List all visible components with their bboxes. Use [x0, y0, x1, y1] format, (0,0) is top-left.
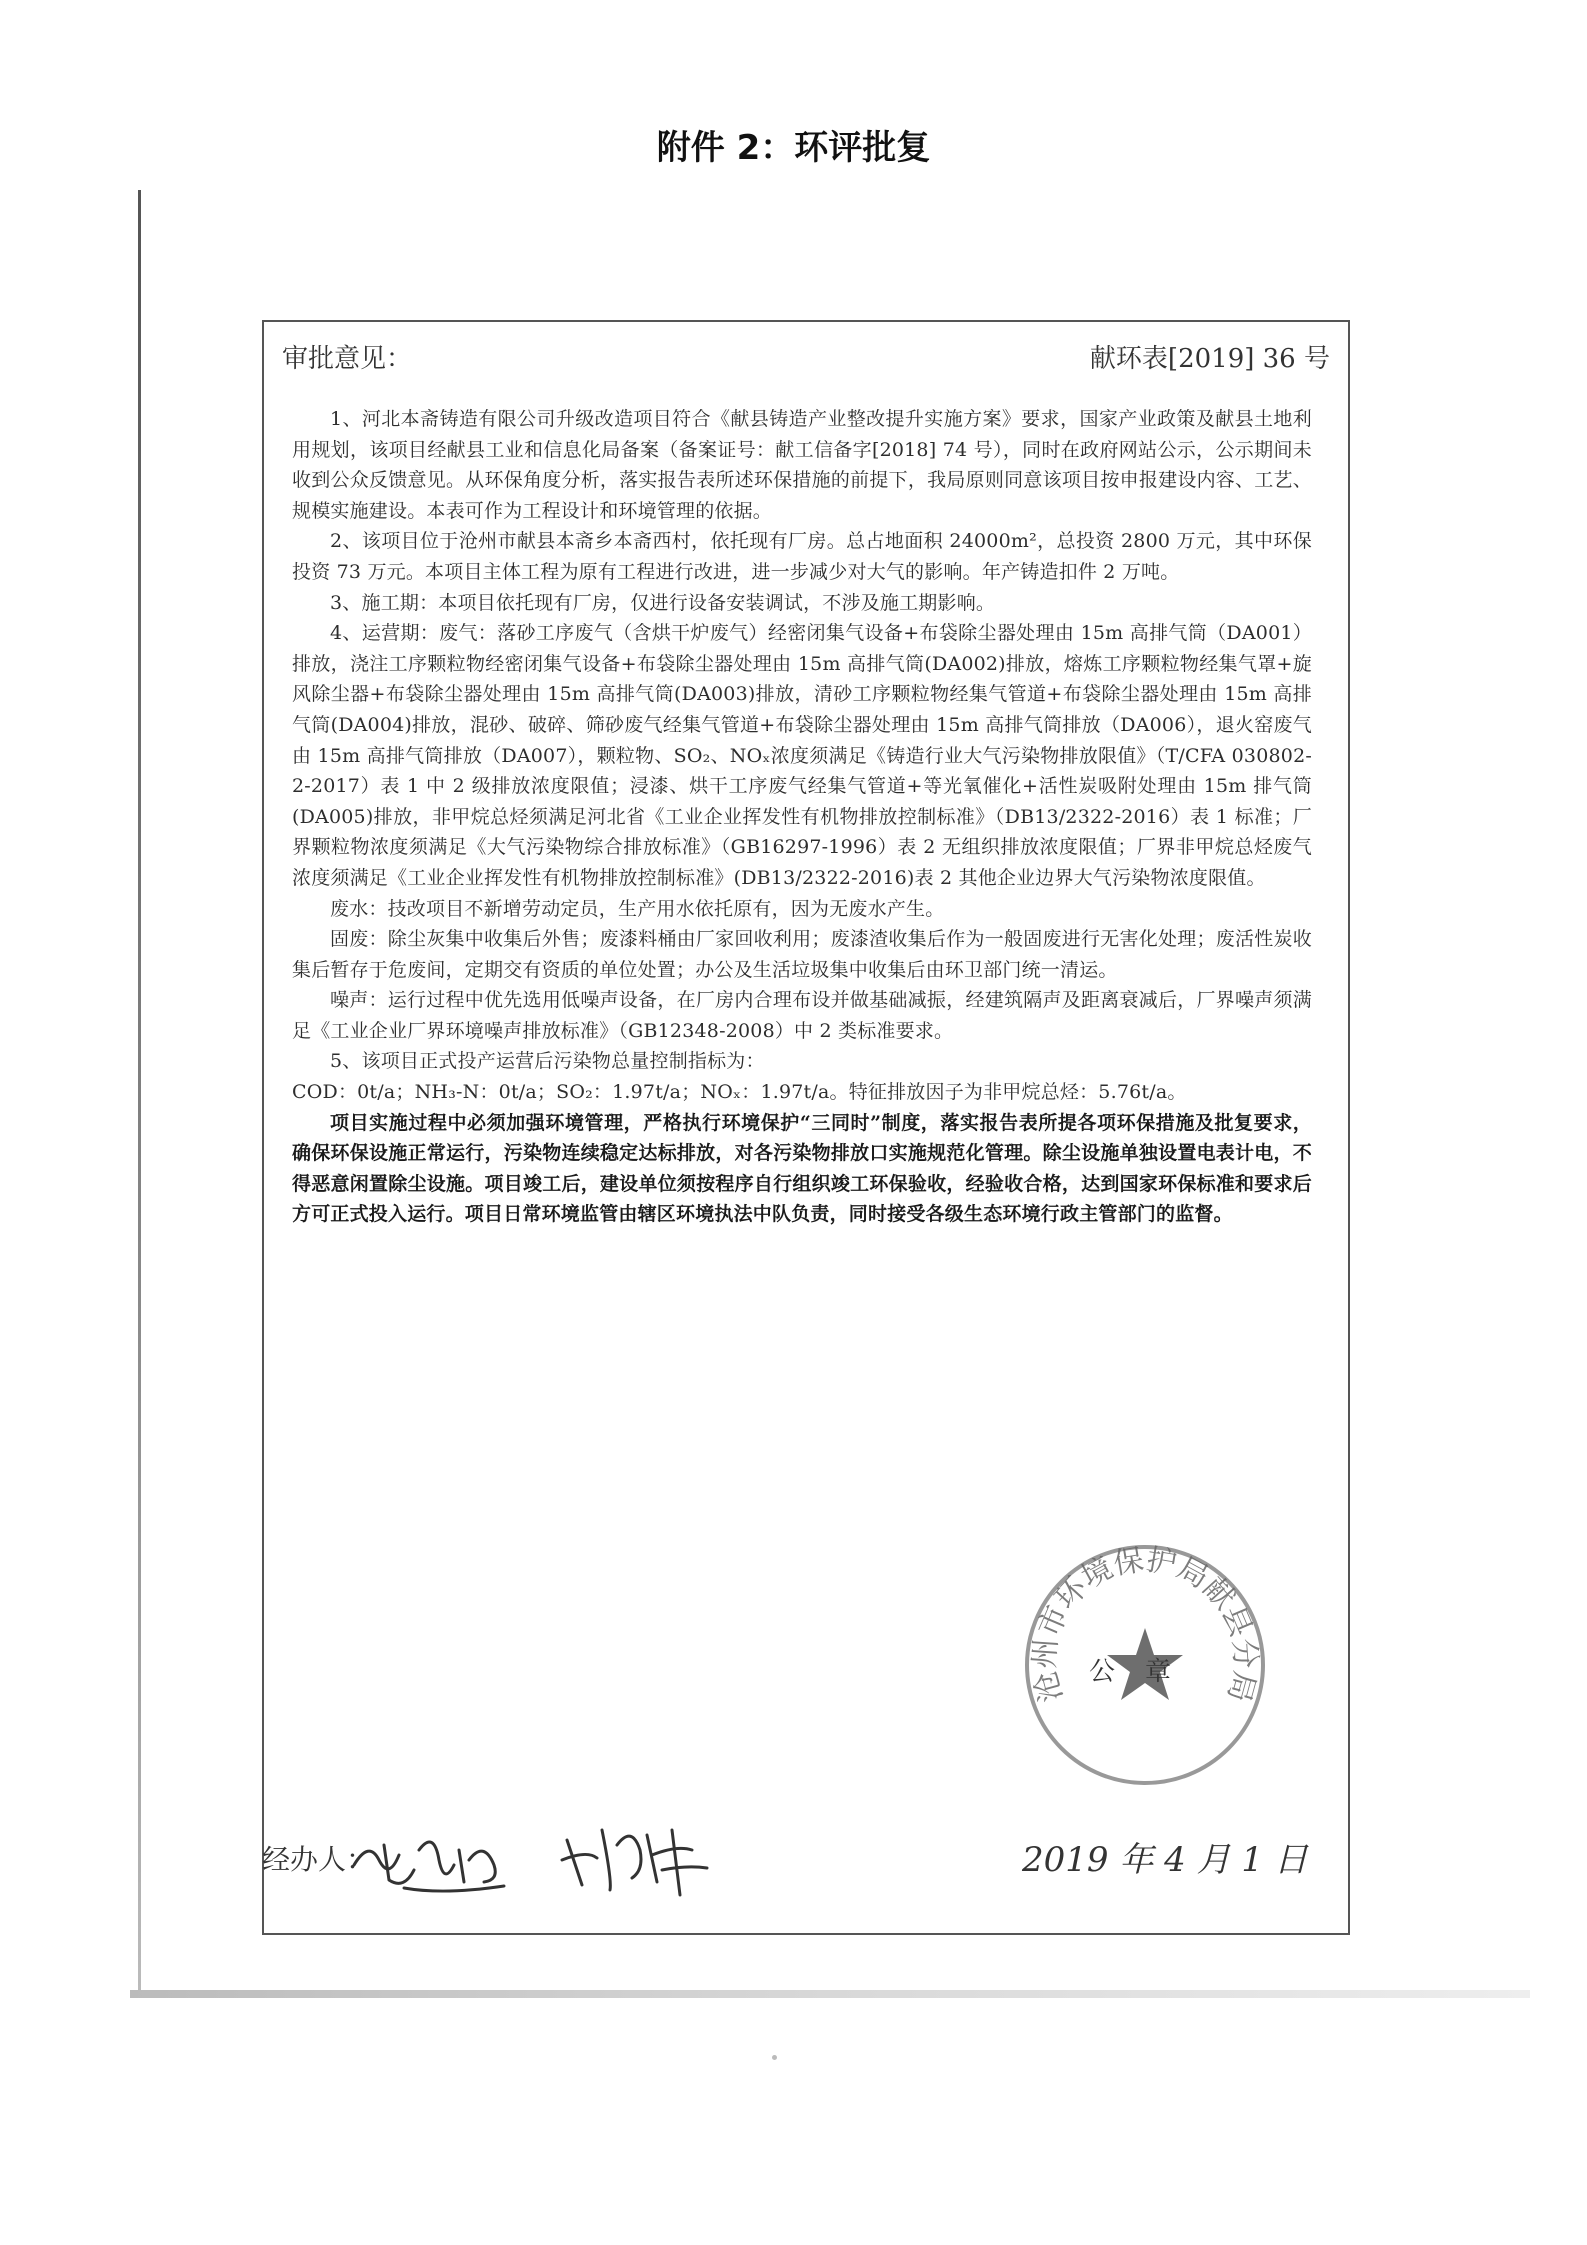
official-seal	[1020, 1540, 1270, 1790]
scan-edge	[138, 190, 141, 1990]
paragraph-3: 3、施工期：本项目依托现有厂房，仅进行设备安装调试，不涉及施工期影响。	[330, 591, 996, 614]
handler-label: 经办人：	[262, 1843, 375, 1876]
approver-signature	[552, 1810, 722, 1900]
paragraph-5: 5、该项目正式投产运营后污染物总量控制指标为：	[330, 1050, 765, 1073]
form-header	[282, 338, 1330, 378]
scan-speck	[772, 2055, 777, 2060]
scan-bottom-shadow	[130, 1990, 1530, 1998]
paragraph-4: 4、运营期：废气：落砂工序废气（含烘干炉废气）经密闭集气设备+布袋除尘器处理由 15m 高排气筒（DA001）排放，浇注工序颗粒物经密闭集气设备+布袋除尘器处理由 15m 高排气筒(DA002)排放，熔炼工序颗粒物经集气罩+旋风除尘器+布袋除尘器处理由 15m 高排气筒(DA003)排放，清砂工序颗粒物经集气管道+布袋除尘器处理由 15m 高排气筒(DA004)排放，混砂、破碎、筛砂废气经集气管道+布袋除尘器处理由 15m 高排气筒排放（DA006），退火窑废气由 15m 高排气筒排放（DA007），颗粒物、SO₂、NOₓ浓度须满足《铸造行业大气污染物排放限值》（T/CFA 030802-2-2017）表 1 中 2 级排放浓度限值；浸漆、烘干工序废气经集气管道+等光氧催化+活性炭吸附处理由 15m 排气筒(DA005)排放，非甲烷总烃须满足河北省《工业企业挥发性有机物排放控制标准》（DB13/2322-2016）表 1 标准；厂界颗粒物浓度须满足《大气污染物综合排放标准》（GB16297-1996）表 2 无组织排放浓度限值；厂界非甲烷总烃废气浓度须满足《工业企业挥发性有机物排放控制标准》(DB13/2322-2016)表 2 其他企业边界大气污染物浓度限值。	[292, 622, 1312, 889]
paragraph-1: 1、河北本斋铸造有限公司升级改造项目符合《献县铸造产业整改提升实施方案》要求，国家产业政策及献县土地利用规划，该项目经献县工业和信息化局备案（备案证号：献工信备字[2018] 74 号），同时在政府网站公示，公示期间未收到公众反馈意见。从环保角度分析，落实报告表所述环保措施的前提下，我局原则同意该项目按申报建设内容、工艺、规模实施建设。本表可作为工程设计和环境管理的依据。	[292, 408, 1312, 522]
handler-signature	[344, 1820, 514, 1900]
approval-opinion-label: 审批意见：	[282, 344, 413, 374]
seal-text: 沧州市环境保护局献县分局	[1027, 1542, 1263, 1706]
paragraph-requirements: 项目实施过程中必须加强环境管理，严格执行环境保护“三同时”制度，落实报告表所提各项环保措施及批复要求，确保环保设施正常运行，污染物连续稳定达标排放，对各污染物排放口实施规范化管理。除尘设施单独设置电表计电，不得恶意闲置除尘设施。项目竣工后，建设单位须按程序自行组织竣工环保验收，经验收合格，达到国家环保标准和要求后方可正式投入运行。项目日常环境监管由辖区环境执法中队负责，同时接受各级生态环境行政主管部门的监督。	[292, 1111, 1312, 1226]
paragraph-noise: 噪声：运行过程中优先选用低噪声设备，在厂房内合理布设并做基础减振，经建筑隔声及距离衰减后，厂界噪声须满足《工业企业厂界环境噪声排放标准》（GB12348-2008）中 2 类标准要求。	[292, 989, 1312, 1042]
paragraph-quota: COD：0t/a；NH₃-N：0t/a；SO₂：1.97t/a；NOₓ：1.97t/a。特征排放因子为非甲烷总烃：5.76t/a。	[292, 1081, 1187, 1104]
paragraph-2: 2、该项目位于沧州市献县本斋乡本斋西村，依托现有厂房。总占地面积 24000m²，总投资 2800 万元，其中环保投资 73 万元。本项目主体工程为原有工程进行改进，进一步减少对大气的影响。年产铸造扣件 2 万吨。	[292, 530, 1312, 583]
paragraph-wastewater: 废水：技改项目不新增劳动定员，生产用水依托原有，因为无废水产生。	[330, 897, 945, 920]
signature-row	[262, 1820, 1350, 1900]
approval-body	[292, 404, 1312, 1230]
paragraph-solid-waste: 固废：除尘灰集中收集后外售；废漆料桶由厂家回收利用；废漆渣收集后作为一般固废进行无害化处理；废活性炭收集后暂存于危废间，定期交有资质的单位处置；办公及生活垃圾集中收集后由环卫部门统一清运。	[292, 928, 1312, 981]
document-number: 献环表[2019] 36 号	[1089, 344, 1330, 374]
approval-date: 2019 年 4 月 1 日	[1022, 1840, 1308, 1880]
seal-center-text: 公章	[1088, 1657, 1202, 1687]
page-title: 附件 2：环评批复	[656, 128, 931, 168]
